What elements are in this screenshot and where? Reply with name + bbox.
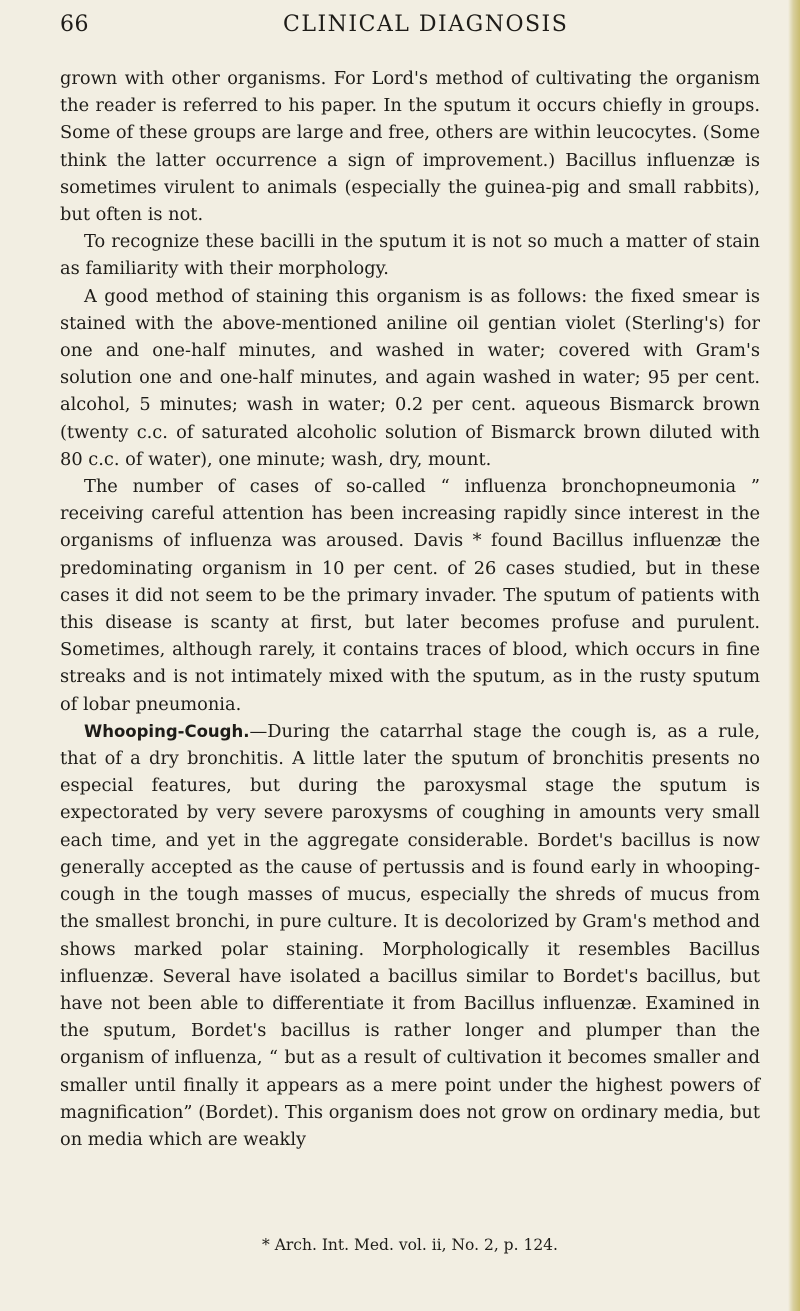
paragraph-recognition: To recognize these bacilli in the sputum it is not so much a matter of stain as familiarity with their morphology.	[60, 231, 760, 280]
paragraph-bronchopneumonia: The number of cases of so-called “ influenza bronchopneumonia ” receiving careful attention has been increasing rapidly since interest in the organisms of influenza was aroused. Davis * found Bacillus influenzæ the predominating organism in 10 per cent. of 26 cases studied, but in these cases it did not seem to be the primary invader. The sputum of patients with this disease is scanty at first, but later becomes profuse and purulent. Sometimes, although rarely, it contains traces of blood, which occurs in fine streaks and is not intimately mixed with the sputum, as in the rusty sputum of lobar pneumonia.	[60, 476, 760, 715]
whooping-cough-text: —During the catarrhal stage the cough is, as a rule, that of a dry bronchitis. A little later the sputum of bronchitis presents no especial features, but during the paroxysmal stage the sputum is expectorated by very severe paroxysms of coughing in amounts very small each time, and yet in the aggregate considerable. Bordet's bacillus is now generally accepted as the cause of pertussis and is found early in whooping-cough in the tough masses of mucus, especially the shreds of mucus from the smallest bronchi, in pure culture. It is decolorized by Gram's method and shows marked polar staining. Morphologically it resembles Bacillus influenzæ. Several have isolated a bacillus similar to Bordet's bacillus, but have not been able to differentiate it from Bacillus influenzæ. Examined in the sputum, Bordet's bacillus is rather longer and plumper than the organism of influenza, “ but as a result of cultivation it becomes smaller and smaller until finally it appears as a mere point under the highest powers of magnification” (Bordet). This organism does not grow on ordinary media, but on media which are weakly	[60, 720, 760, 1150]
paragraph-staining-method: A good method of staining this organism is as follows: the fixed smear is stained with the above-mentioned aniline oil gentian violet (Sterling's) for one and one-half minutes, and washed in water; covered with Gram's solution one and one-half minutes, and again washed in water; 95 per cent. alcohol, 5 minutes; wash in water; 0.2 per cent. aqueous Bismarck brown (twenty c.c. of saturated alcoholic solution of Bismarck brown diluted with 80 c.c. of water), one minute; wash, dry, mount.	[60, 285, 760, 470]
page-number: 66	[60, 12, 89, 37]
page-header	[60, 8, 760, 42]
paragraph-whooping-cough	[60, 718, 760, 1153]
footnote: * Arch. Int. Med. vol. ii, No. 2, p. 124.	[262, 1236, 558, 1254]
body-text	[60, 65, 760, 1153]
section-heading: Whooping-Cough.	[84, 721, 250, 741]
running-head: CLINICAL DIAGNOSIS	[283, 12, 569, 37]
paragraph-continued: grown with other organisms. For Lord's method of cultivating the organism the reader is referred to his paper. In the sputum it occurs chiefly in groups. Some of these groups are large and free, others are within leucocytes. (Some think the latter occurrence a sign of improvement.) Bacillus influenzæ is sometimes virulent to animals (especially the guinea-pig and small rabbits), but often is not.	[60, 68, 760, 226]
page-binding-edge	[788, 0, 800, 1311]
